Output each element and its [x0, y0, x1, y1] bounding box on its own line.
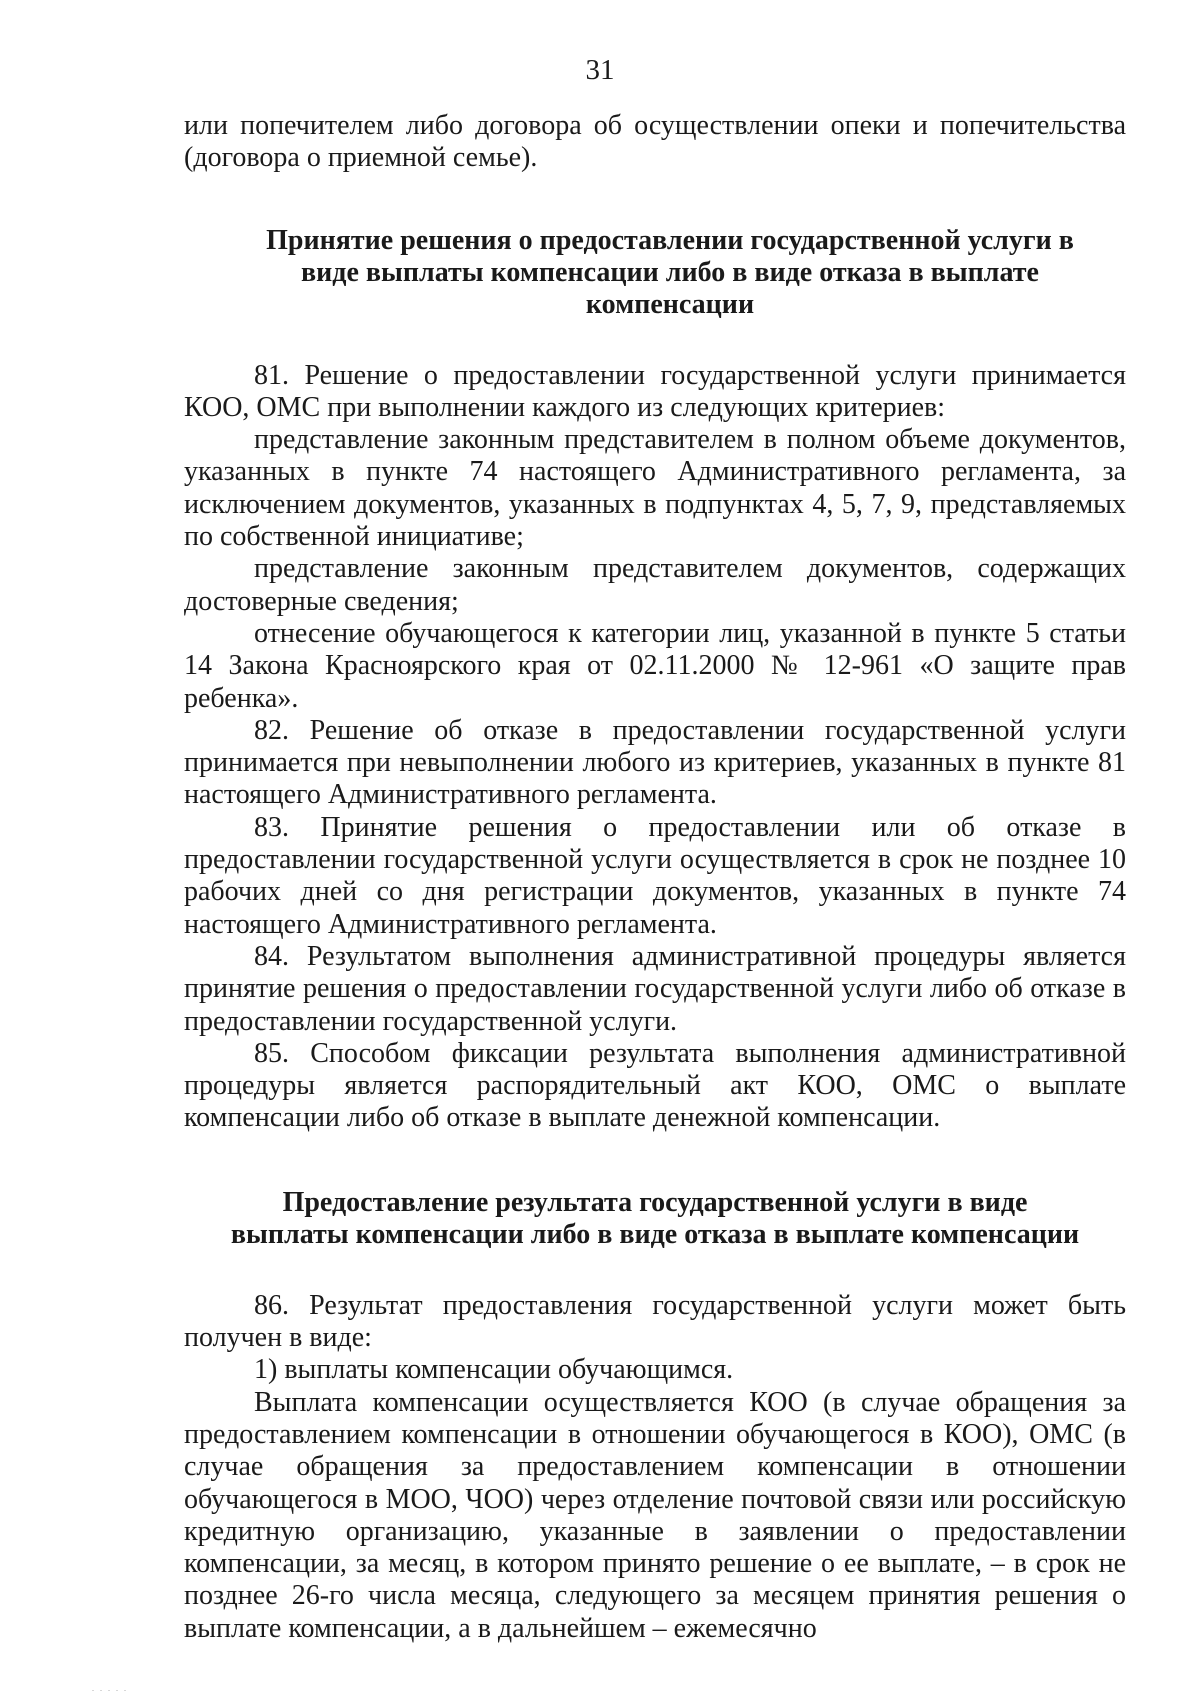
paragraph-81: 81. Решение о предоставлении государственной услуги принимается КОО, ОМС при выполнении каждого из следующих критериев: — [184, 359, 1126, 423]
scan-artifact: . . . . . — [92, 1684, 128, 1693]
section-result-body — [184, 1290, 1126, 1645]
paragraph-payment-terms: Выплата компенсации осуществляется КОО (в случае обращения за предоставлением компенсации в отношении обучающегося в КОО), ОМС (в случае обращения за предоставлением компенсации в отношении обучающегося в МОО, ЧОО) через отделение почтовой связи или российскую кредитную организацию, указанные в заявлении о предоставлении компенсации, за месяц, в котором принято решение о ее выплате, – в срок не позднее 26-го числа месяца, следующего за месяцем принятия решения о выплате компенсации, а в дальнейшем – ежемесячно — [184, 1386, 1126, 1644]
criterion-documents: представление законным представителем в полном объеме документов, указанных в пункте 74 настоящего Административного регламента, за исключением документов, указанных в подпунктах 4, 5, 7, 9, представляемых по собственной инициативе; — [184, 424, 1126, 553]
paragraph-84: 84. Результатом выполнения административной процедуры является принятие решения о предоставлении государственной услуги либо об отказе в предоставлении государственной услуги. — [184, 940, 1126, 1037]
document-body — [184, 110, 1126, 1645]
continuation-paragraph: или попечителем либо договора об осуществлении опеки и попечительства (договора о приемной семье). — [184, 110, 1126, 174]
page-number: 31 — [585, 54, 615, 86]
criterion-reliable-info: представление законным представителем документов, содержащих достоверные сведения; — [184, 553, 1126, 617]
paragraph-82: 82. Решение об отказе в предоставлении государственной услуги принимается при невыполнении любого из критериев, указанных в пункте 81 настоящего Административного регламента. — [184, 714, 1126, 811]
section-heading-result — [184, 1187, 1126, 1251]
paragraph-86-item-1: 1) выплаты компенсации обучающимся. — [254, 1354, 734, 1386]
criterion-category: отнесение обучающегося к категории лиц, указанной в пункте 5 статьи 14 Закона Красноярского края от 02.11.2000 № 12-961 «О защите прав ребенка». — [184, 617, 1126, 714]
paragraph-83: 83. Принятие решения о предоставлении или об отказе в предоставлении государственной услуги осуществляется в срок не позднее 10 рабочих дней со дня регистрации документов, указанных в пункте 74 настоящего Административного регламента. — [184, 811, 1126, 940]
paragraph-85: 85. Способом фиксации результата выполнения административной процедуры является распорядительный акт КОО, ОМС о выплате компенсации либо об отказе в выплате денежной компенсации. — [184, 1037, 1126, 1134]
paragraph-86: 86. Результат предоставления государственной услуги может быть получен в виде: — [184, 1289, 1126, 1354]
section-heading-result-line1: Предоставление результата государственной услуги в виде — [282, 1186, 1028, 1218]
section-heading-decision: Принятие решения о предоставлении государственной услуги в виде выплаты компенсации либо в виде отказа в выплате компенсации — [266, 224, 1074, 320]
section-heading-result-line2: выплаты компенсации либо в виде отказа в выплате компенсации — [230, 1218, 1080, 1250]
section-decision-body — [184, 360, 1126, 1135]
